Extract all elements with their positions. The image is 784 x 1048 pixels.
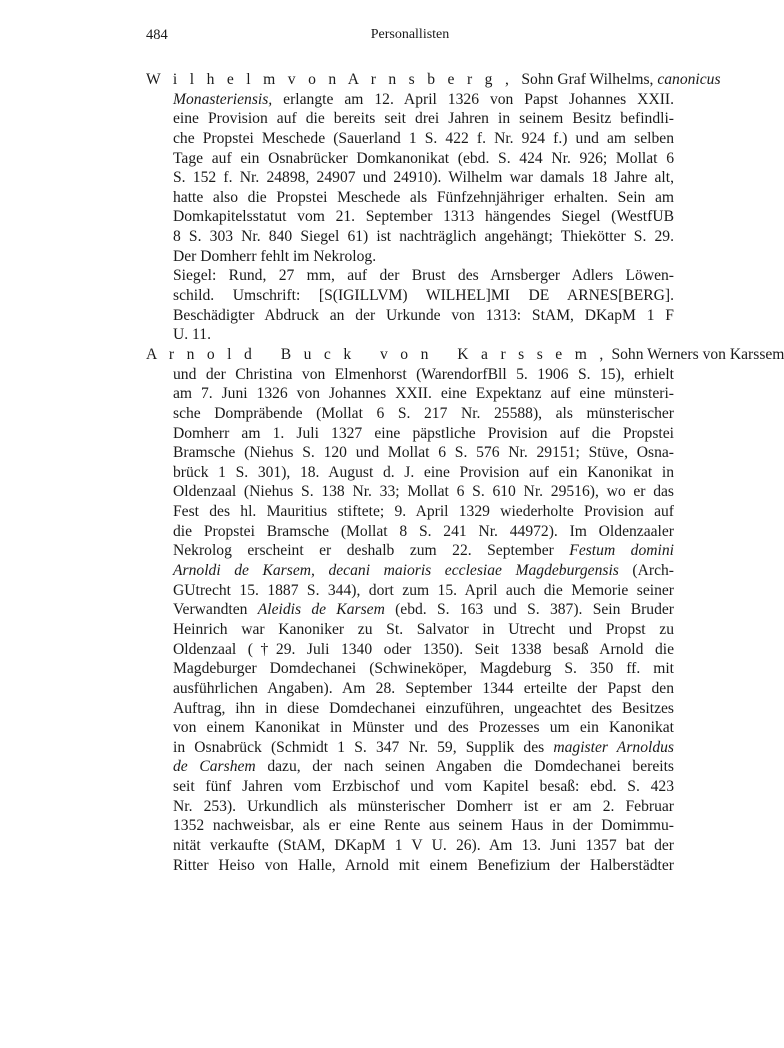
text-line: Nr. 253). Urkundlich als münsterischer Domherr ist er am 2. Februar (173, 797, 674, 815)
text-line: Domherr am 1. Juli 1327 eine päpstliche Provision auf die Propstei (173, 424, 674, 442)
text-line: Monasteriensis, erlangte am 12. April 1326 von Papst Johannes XXII. (173, 90, 674, 108)
text-line: U. 11. (173, 326, 211, 344)
text-line: brück 1 S. 301), 18. August d. J. eine Provision auf ein Kanonikat in (173, 463, 674, 481)
text-line: in Osnabrück (Schmidt 1 S. 347 Nr. 59, Supplik des magister Arnoldus (173, 738, 674, 756)
text-line: hatte also die Propstei Meschede als Fünfzehnjähriger erhalten. Sein am (173, 188, 674, 206)
entry-wilhelm-von-arnsberg (146, 70, 721, 345)
text-line: Ritter Heiso von Halle, Arnold mit einem Benefizium der Halberstädter (173, 856, 674, 874)
running-head: Personallisten (370, 27, 450, 42)
text-line: Magdeburger Domdechanei (Schwineköper, Magdeburg S. 350 ff. mit (173, 660, 674, 678)
text-line: Nekrolog erscheint er deshalb zum 22. September Festum domini (173, 542, 674, 560)
text-line: am 7. Juni 1326 von Johannes XXII. eine Expektanz auf eine münsteri- (173, 385, 674, 403)
text-line: che Propstei Meschede (Sauerland 1 S. 422 f. Nr. 924 f.) und am selben (173, 129, 674, 147)
text-line: von einem Kanonikat in Münster und des Prozesses um ein Kanonikat (173, 719, 674, 737)
text-line: schild. Umschrift: [S(IGILLVM) WILHEL]MI DE ARNES[BERG]. (173, 287, 674, 305)
page-header (146, 27, 674, 47)
text-line: die Propstei Bramsche (Mollat 8 S. 241 Nr. 44972). Im Oldenzaaler (173, 522, 674, 540)
page-body (146, 70, 784, 875)
text-line: 8 S. 303 Nr. 840 Siegel 61) ist nachträglich angehängt; Thiekötter S. 29. (173, 228, 674, 246)
text-line: Fest des hl. Mauritius stiftete; 9. April 1329 wiederholte Provision auf (173, 503, 674, 521)
text-line: ausführlichen Angaben). Am 28. September 1344 erteilte der Papst den (173, 679, 674, 697)
entry-name: W i l h e l m v o n A r n s b e r g , (146, 71, 522, 88)
text-line: de Carshem dazu, der nach seinen Angaben die Domdechanei bereits (173, 758, 674, 776)
text-line: sche Dompräbende (Mollat 6 S. 217 Nr. 25588), als münsterischer (173, 404, 674, 422)
text-line: Oldenzaal (†29. Juli 1340 oder 1350). Seit 1338 besaß Arnold die (173, 640, 674, 658)
text-line: S. 152 f. Nr. 24898, 24907 und 24910). Wilhelm war damals 18 Jahre alt, (173, 169, 674, 187)
text-line: und der Christina von Elmenhorst (WarendorfBll 5. 1906 S. 15), erhielt (173, 365, 674, 383)
text-line: eine Provision auf die bereits seit drei Jahren in seinem Besitz befindli- (173, 110, 674, 128)
text-line: Auftrag, ihn in diese Domdechanei einzuführen, ungeachtet des Besitzes (173, 699, 674, 717)
text-line: Oldenzaal (Niehus S. 138 Nr. 33; Mollat 6 S. 610 Nr. 29516), wo er das (173, 483, 674, 501)
text-line: Arnoldi de Karsem, decani maioris ecclesiae Magdeburgensis (Arch- (173, 562, 674, 580)
text-line: GUtrecht 15. 1887 S. 344), dort zum 15. April auch die Memorie seiner (173, 581, 674, 599)
text-line: Tage auf ein Osnabrücker Domkanonikat (ebd. S. 424 Nr. 926; Mollat 6 (173, 149, 674, 167)
text-line: Beschädigter Abdruck an der Urkunde von 1313: StAM, DKapM 1 F (173, 306, 674, 324)
text-line: A r n o l d B u c k v o n K a r s s e m , Sohn Werners von Karssem (146, 345, 784, 363)
text-line: Bramsche (Niehus S. 120 und Mollat 6 S. 576 Nr. 29151; Stüve, Osna- (173, 444, 674, 462)
page-number: 484 (146, 27, 168, 43)
text-line: nität verkaufte (StAM, DKapM 1 V U. 26). Am 13. Juni 1357 bat der (173, 836, 674, 854)
text-line: 1352 nachweisbar, als er eine Rente aus seinem Haus in der Domimmu- (173, 817, 674, 835)
text-line: Verwandten Aleidis de Karsem (ebd. S. 163 und S. 387). Sein Bruder (173, 601, 674, 619)
text-line: Der Domherr fehlt im Nekrolog. (173, 247, 377, 265)
entry-arnold-buck-von-karssem (146, 345, 784, 875)
text-line: W i l h e l m v o n A r n s b e r g , Sohn Graf Wilhelms, canonicus (146, 71, 721, 88)
text-line: seit fünf Jahren vom Erzbischof und vom Kapitel besaß: ebd. S. 423 (173, 778, 674, 796)
entry-name: A r n o l d B u c k v o n K a r s s e m , (146, 345, 608, 363)
text-line: Heinrich war Kanoniker zu St. Salvator in Utrecht und Propst zu (173, 620, 674, 638)
text-line: Domkapitelsstatut vom 21. September 1313 hängendes Siegel (WestfUB (173, 208, 674, 226)
text-line: Siegel: Rund, 27 mm, auf der Brust des Arnsberger Adlers Löwen- (173, 267, 674, 285)
